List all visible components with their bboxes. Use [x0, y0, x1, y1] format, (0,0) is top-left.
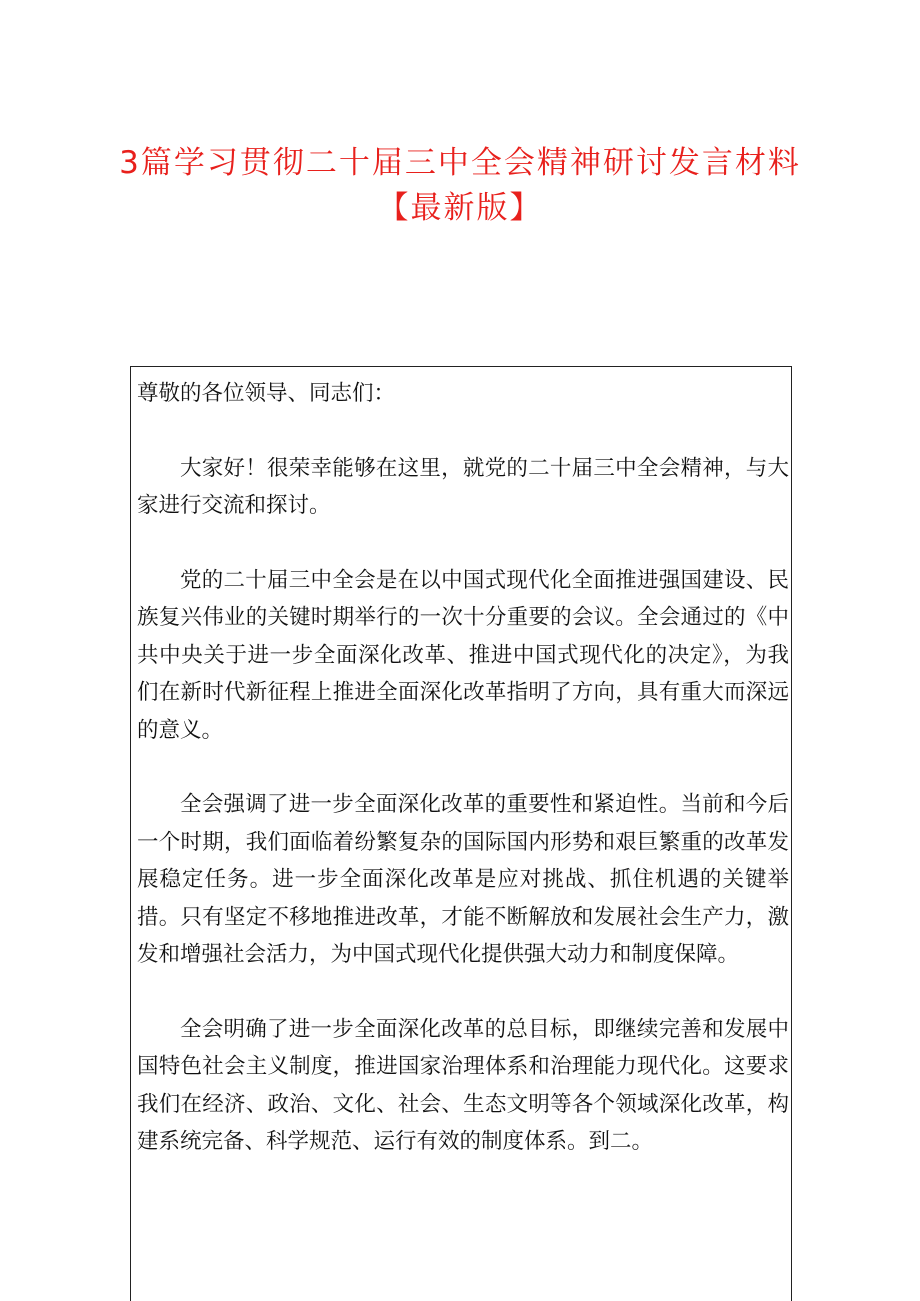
- paragraph-4: 全会明确了进一步全面深化改革的总目标，即继续完善和发展中国特色社会主义制度，推进国家治理体系和治理能力现代化。这要求我们在经济、政治、文化、社会、生态文明等各个领域深化改革，构建系统完备、科学规范、运行有效的制度体系。到二。: [137, 1016, 789, 1154]
- document-title: 3篇学习贯彻二十届三中全会精神研讨发言材料: [119, 145, 801, 181]
- salutation: 尊敬的各位领导、同志们：: [137, 381, 396, 406]
- paragraph-3: 全会强调了进一步全面深化改革的重要性和紧迫性。当前和今后一个时期，我们面临着纷繁复杂的国际国内形势和艰巨繁重的改革发展稳定任务。进一步全面深化改革是应对挑战、抓住机遇的关键举措。只有坚定不移地推进改革，才能不断解放和发展社会生产力，激发和增强社会活力，为中国式现代化提供强大动力和制度保障。: [137, 792, 789, 967]
- paragraph-2: 党的二十届三中全会是在以中国式现代化全面推进强国建设、民族复兴伟业的关键时期举行的一次十分重要的会议。全会通过的《中共中央关于进一步全面深化改革、推进中国式现代化的决定》，为我们在新时代新征程上推进全面深化改革指明了方向，具有重大而深远的意义。: [137, 567, 789, 743]
- content-text: [137, 375, 789, 1161]
- content-box: [130, 366, 792, 1301]
- document-subtitle: 【最新版】: [377, 190, 543, 226]
- paragraph-1: 大家好！很荣幸能够在这里，就党的二十届三中全会精神，与大家进行交流和探讨。: [137, 455, 789, 518]
